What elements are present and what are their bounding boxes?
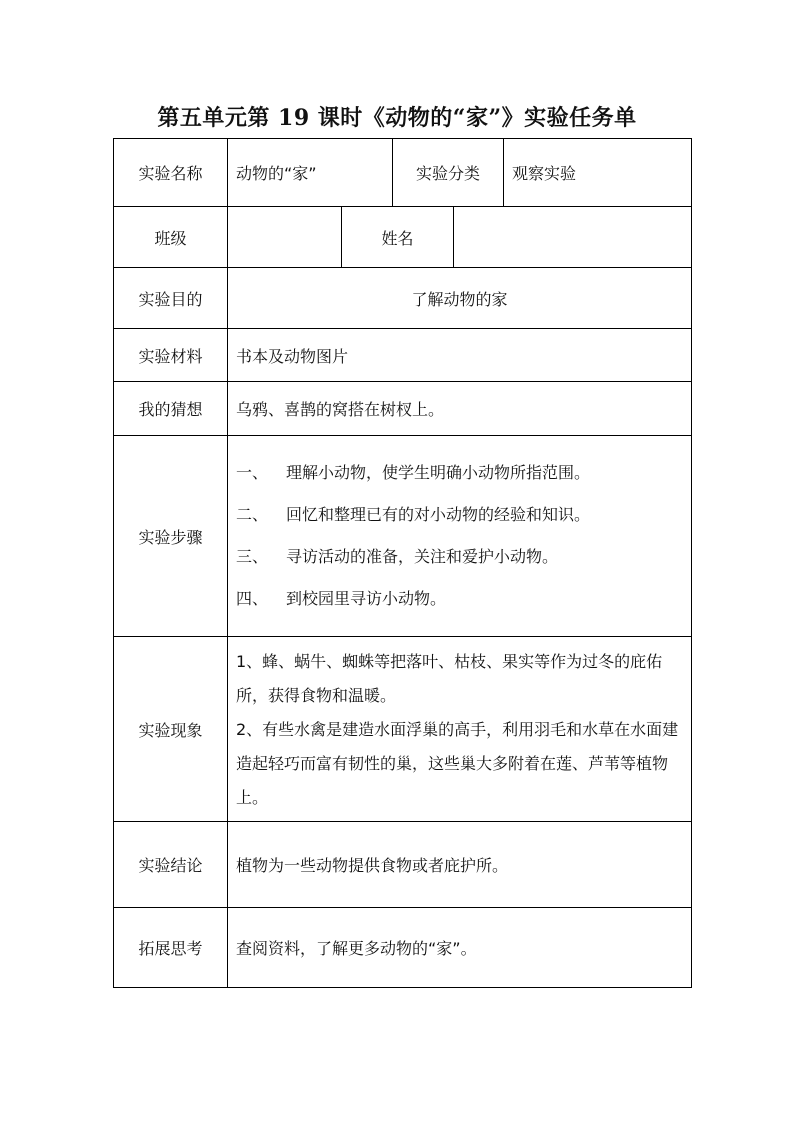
step-item	[228, 578, 691, 620]
conclusion-value: 植物为一些动物提供食物或者庇护所。	[228, 822, 692, 908]
task-table	[113, 138, 692, 988]
extend-value: 查阅资料，了解更多动物的“家”。	[228, 908, 692, 988]
experiment-category-label: 实验分类	[393, 139, 504, 207]
row-purpose	[114, 268, 692, 329]
purpose-value: 了解动物的家	[228, 268, 692, 329]
step-item	[228, 452, 691, 494]
step-text: 到校园里寻访小动物。	[286, 589, 447, 608]
purpose-label: 实验目的	[114, 268, 228, 329]
row-experiment-name	[114, 139, 692, 207]
steps-list	[228, 436, 692, 637]
extend-label: 拓展思考	[114, 908, 228, 988]
page-title: 第五单元第 19 课时《动物的“家”》实验任务单	[157, 105, 637, 131]
row-extend	[114, 908, 692, 988]
experiment-category-value: 观察实验	[504, 139, 692, 207]
material-label: 实验材料	[114, 329, 228, 382]
guess-value: 乌鸦、喜鹊的窝搭在树杈上。	[228, 382, 692, 436]
step-text: 回忆和整理已有的对小动物的经验和知识。	[286, 505, 591, 524]
phenomenon-value	[228, 637, 692, 822]
guess-label: 我的猜想	[114, 382, 228, 436]
row-class	[114, 207, 692, 268]
step-number: 二、	[236, 505, 269, 524]
step-text: 理解小动物，使学生明确小动物所指范围。	[286, 463, 591, 482]
step-number: 三、	[236, 547, 269, 566]
row-guess	[114, 382, 692, 436]
step-item	[228, 494, 691, 536]
phenomenon-label: 实验现象	[114, 637, 228, 822]
step-number: 四、	[236, 589, 269, 608]
phenomenon-paragraph-1: 1、蜂、蜗牛、蜘蛛等把落叶、枯枝、果实等作为过冬的庇佑所，获得食物和温暖。	[236, 652, 663, 705]
step-number: 一、	[236, 463, 269, 482]
material-value: 书本及动物图片	[228, 329, 692, 382]
row-phenomenon	[114, 637, 692, 822]
steps-label: 实验步骤	[114, 436, 228, 637]
step-item	[228, 536, 691, 578]
row-material	[114, 329, 692, 382]
experiment-name-value: 动物的“家”	[228, 139, 393, 207]
class-field[interactable]	[228, 207, 342, 268]
experiment-name-label: 实验名称	[114, 139, 228, 207]
phenomenon-paragraph-2: 2、有些水禽是建造水面浮巢的高手，利用羽毛和水草在水面建造起轻巧而富有韧性的巢，这些巢大多附着在莲、芦苇等植物上。	[236, 720, 679, 807]
row-conclusion	[114, 822, 692, 908]
row-steps	[114, 436, 692, 637]
step-text: 寻访活动的准备，关注和爱护小动物。	[286, 547, 559, 566]
conclusion-label: 实验结论	[114, 822, 228, 908]
student-name-label: 姓名	[342, 207, 454, 268]
class-label: 班级	[114, 207, 228, 268]
student-name-field[interactable]	[454, 207, 692, 268]
